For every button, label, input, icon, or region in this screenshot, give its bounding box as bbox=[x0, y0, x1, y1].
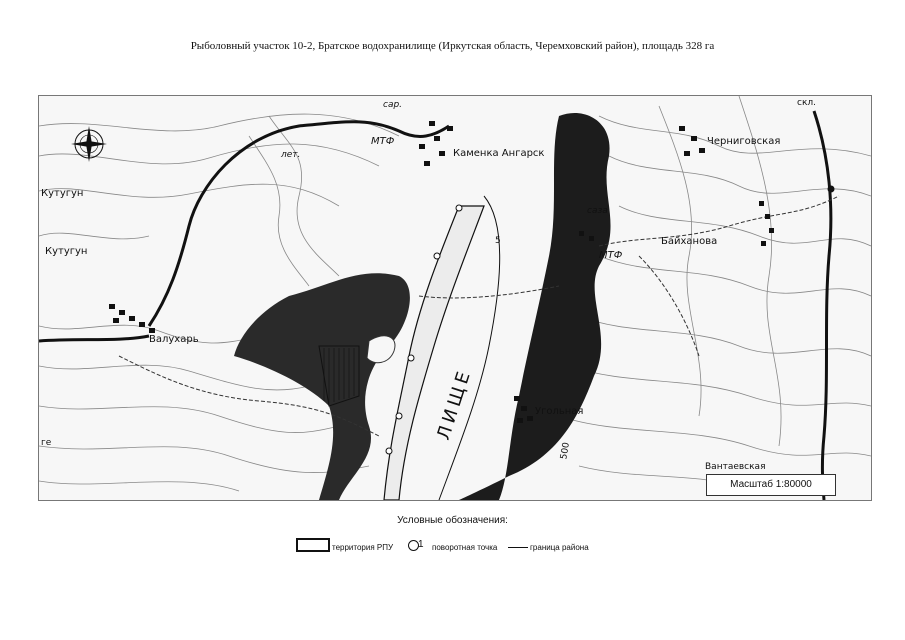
label-num-500: 500 bbox=[559, 441, 573, 461]
legend-border-label: граница района bbox=[530, 543, 589, 552]
roads bbox=[119, 196, 839, 436]
scale-label: Масштаб 1:80000 bbox=[706, 474, 836, 496]
label-mtf-top: МТФ bbox=[371, 136, 395, 147]
rpu-territory-outline bbox=[384, 206, 484, 500]
legend-territory-label: территория РПУ bbox=[332, 543, 394, 552]
label-kutugun: Кутугун bbox=[45, 246, 88, 257]
label-lische: ЛИЩЕ bbox=[433, 365, 476, 443]
label-num-5: 5 bbox=[495, 236, 501, 246]
reservoir-water bbox=[459, 113, 611, 500]
label-ugolnaya: Угольная bbox=[535, 406, 584, 417]
map-title: Рыболовный участок 10-2, Братское водохранилище (Иркутская область, Черемховский район), площадь 328 га bbox=[190, 40, 715, 52]
label-chernigovskaya: Черниговская bbox=[707, 136, 781, 147]
border-point bbox=[828, 186, 835, 193]
legend-turning-point-label: поворотная точка bbox=[432, 543, 498, 552]
label-let: лет. bbox=[281, 150, 301, 160]
label-baikhanova: Байханова bbox=[661, 236, 718, 247]
district-border-right bbox=[814, 111, 831, 500]
label-ge: ге bbox=[41, 438, 52, 448]
label-vantaevskaya: Вантаевская bbox=[705, 462, 766, 472]
reservoir-bank-left bbox=[234, 273, 410, 500]
legend-point-number: 1 bbox=[418, 539, 424, 550]
district-border-west bbox=[39, 336, 149, 341]
label-skl: скл. bbox=[797, 98, 816, 108]
label-sar: сар. bbox=[383, 100, 403, 110]
legend-territory-swatch bbox=[296, 538, 330, 552]
legend-title: Условные обозначения: bbox=[397, 515, 508, 526]
island bbox=[367, 336, 395, 363]
label-valukhar: Валухарь bbox=[149, 334, 199, 345]
topographic-map[interactable] bbox=[38, 95, 872, 501]
label-saza: саза bbox=[587, 206, 608, 216]
label-mtf-right: МТФ bbox=[599, 250, 623, 261]
legend-border-line-icon bbox=[508, 547, 528, 548]
label-kutugun-top: Кутугун bbox=[41, 188, 84, 199]
compass-rose-icon bbox=[71, 126, 107, 162]
label-kamenka: Каменка Ангарск bbox=[453, 148, 545, 159]
